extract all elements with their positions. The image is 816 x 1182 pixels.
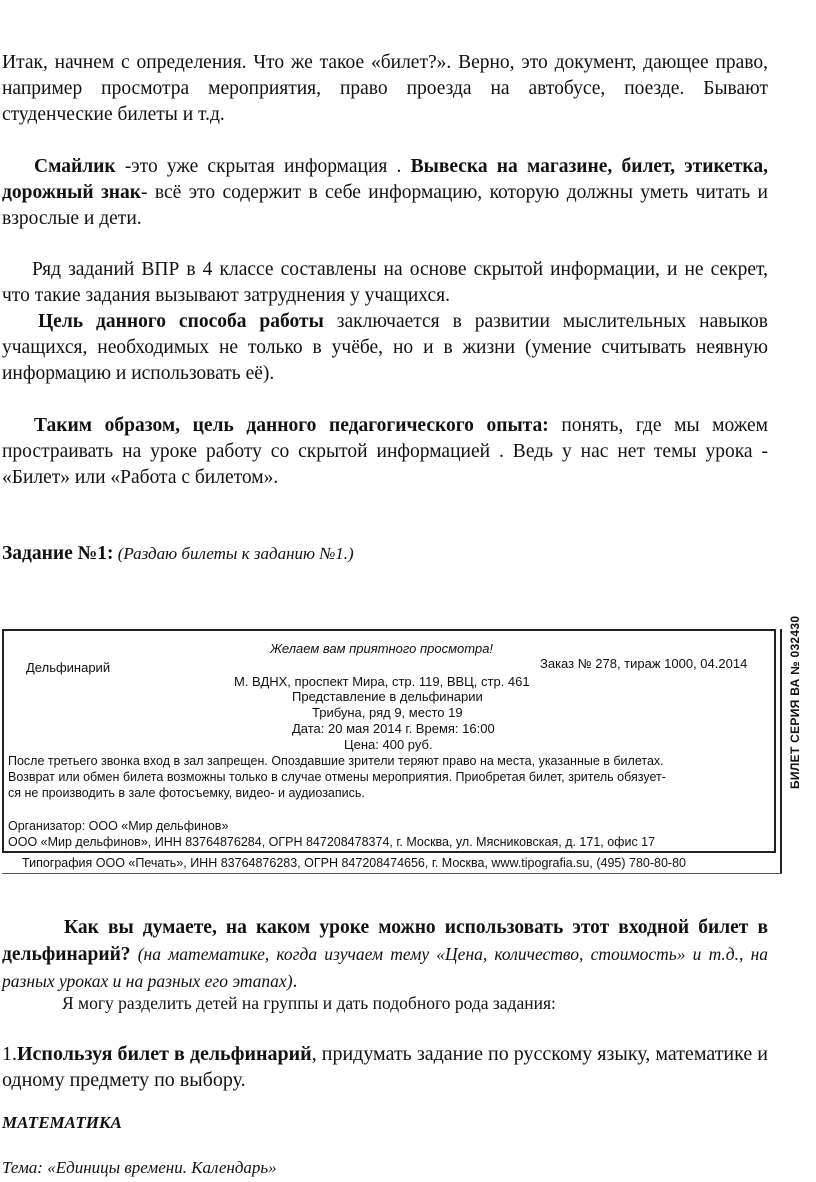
ticket-venue: Дельфинарий xyxy=(26,660,111,675)
text-span: понять, где мы можем простраивать на уроке работу со скрытой информацией . Ведь у нас нет темы урока - «Билет» или «Работа с билетом». xyxy=(2,415,768,488)
ticket-stub-divider xyxy=(774,629,776,853)
ticket-border xyxy=(2,629,774,631)
ticket-border xyxy=(2,629,4,851)
bold-smiley: Смайлик xyxy=(34,156,116,177)
ticket-border xyxy=(780,629,782,873)
question-note: (на математике, когда изучаем тему «Цена, количество, стоимость» и т.д., на разных уроках и на разных его этапах) xyxy=(2,944,768,991)
ticket-border xyxy=(2,873,782,874)
ticket-border xyxy=(2,851,774,853)
text-span: . xyxy=(292,971,298,992)
ticket-organizer: Организатор: ООО «Мир дельфинов» xyxy=(8,819,229,833)
task-heading xyxy=(2,541,768,567)
ticket-order: Заказ № 278, тираж 1000, 04.2014 xyxy=(540,656,748,671)
ticket-serial: БИЛЕТ СЕРИЯ ВА № 032430 xyxy=(788,615,802,789)
item-number: 1. xyxy=(2,1043,17,1065)
paragraph-question xyxy=(2,915,768,995)
ticket-wish: Желаем вам приятного просмотра! xyxy=(270,641,494,656)
bold-signs: Вывеска на магазине, билет, этикетка, дорожный знак xyxy=(2,156,768,203)
math-heading: МАТЕМАТИКА xyxy=(2,1113,122,1132)
task-label: Задание №1: xyxy=(2,543,114,564)
text-span: - всё это содержит в себе информацию, которую должны уметь читать и взрослые и дети. xyxy=(2,182,768,229)
paragraph-conclusion xyxy=(2,413,768,491)
paragraph-goal xyxy=(2,309,768,387)
paragraph-hidden-info xyxy=(2,154,768,232)
bold-goal: Цель данного способа работы xyxy=(38,311,324,332)
ticket-rules-line: ся не производить в зале фотосъемку, видео- и аудиозапись. xyxy=(8,786,365,800)
ticket-organizer-details: ООО «Мир дельфинов», ИНН 83764876284, ОГРН 847208478374, г. Москва, ул. Мясниковская, д. 171, офис 17 xyxy=(8,835,656,849)
paragraph-groups: Я могу разделить детей на группы и дать подобного рода задания: xyxy=(62,993,556,1013)
ticket-address: М. ВДНХ, проспект Мира, стр. 119, ВВЦ, стр. 461 xyxy=(234,674,530,689)
text-span: заключается в развитии мыслительных навыков учащихся, необходимых не только в учёбе, но и в жизни (умение считывать неявную информацию и использовать её). xyxy=(2,311,768,384)
text-span: , придумать задание по русскому языку, математике и одному предмету по выбору. xyxy=(2,1043,768,1091)
bold-conclusion: Таким образом, цель данного педагогического опыта: xyxy=(34,415,549,436)
paragraph-vpr: Ряд заданий ВПР в 4 классе составлены на основе скрытой информации, и не секрет, что такие задания вызывают затруднения у учащихся. xyxy=(2,259,768,306)
bold-question: Как вы думаете, на каком уроке можно использовать этот входной билет в дельфинарий? xyxy=(2,917,768,965)
ticket-show: Представление в дельфинарии xyxy=(292,689,483,704)
dolphinarium-ticket xyxy=(2,615,802,873)
ticket-seat: Трибуна, ряд 9, место 19 xyxy=(312,705,463,720)
ticket-date: Дата: 20 мая 2014 г. Время: 16:00 xyxy=(292,721,495,736)
paragraph-ticket-definition: Итак, начнем с определения. Что же такое «билет?». Верно, это документ, дающее право, например просмотра мероприятия, право проезда на автобусе, поезде. Бывают студенческие билеты и т.д. xyxy=(2,52,768,125)
list-item-1 xyxy=(2,1041,768,1093)
lesson-topic: Тема: «Единицы времени. Календарь» xyxy=(2,1158,277,1177)
ticket-printer: Типография ООО «Печать», ИНН 83764876283, ОГРН 847208474656, г. Москва, www.tipografia.su, (495) 780-80-80 xyxy=(22,856,686,870)
text-span: -это уже скрытая информация . xyxy=(115,156,411,177)
bold-item: Используя билет в дельфинарий xyxy=(17,1043,312,1065)
ticket-rules-line: После третьего звонка вход в зал запрещен. Опоздавшие зрители теряют право на места, указанные в билетах. xyxy=(8,754,664,768)
ticket-price: Цена: 400 руб. xyxy=(344,737,433,752)
ticket-rules-line: Возврат или обмен билета возможны только в случае отмены мероприятия. Приобретая билет, зритель обязует- xyxy=(8,770,666,784)
task-note: (Раздаю билеты к заданию №1.) xyxy=(113,544,354,563)
